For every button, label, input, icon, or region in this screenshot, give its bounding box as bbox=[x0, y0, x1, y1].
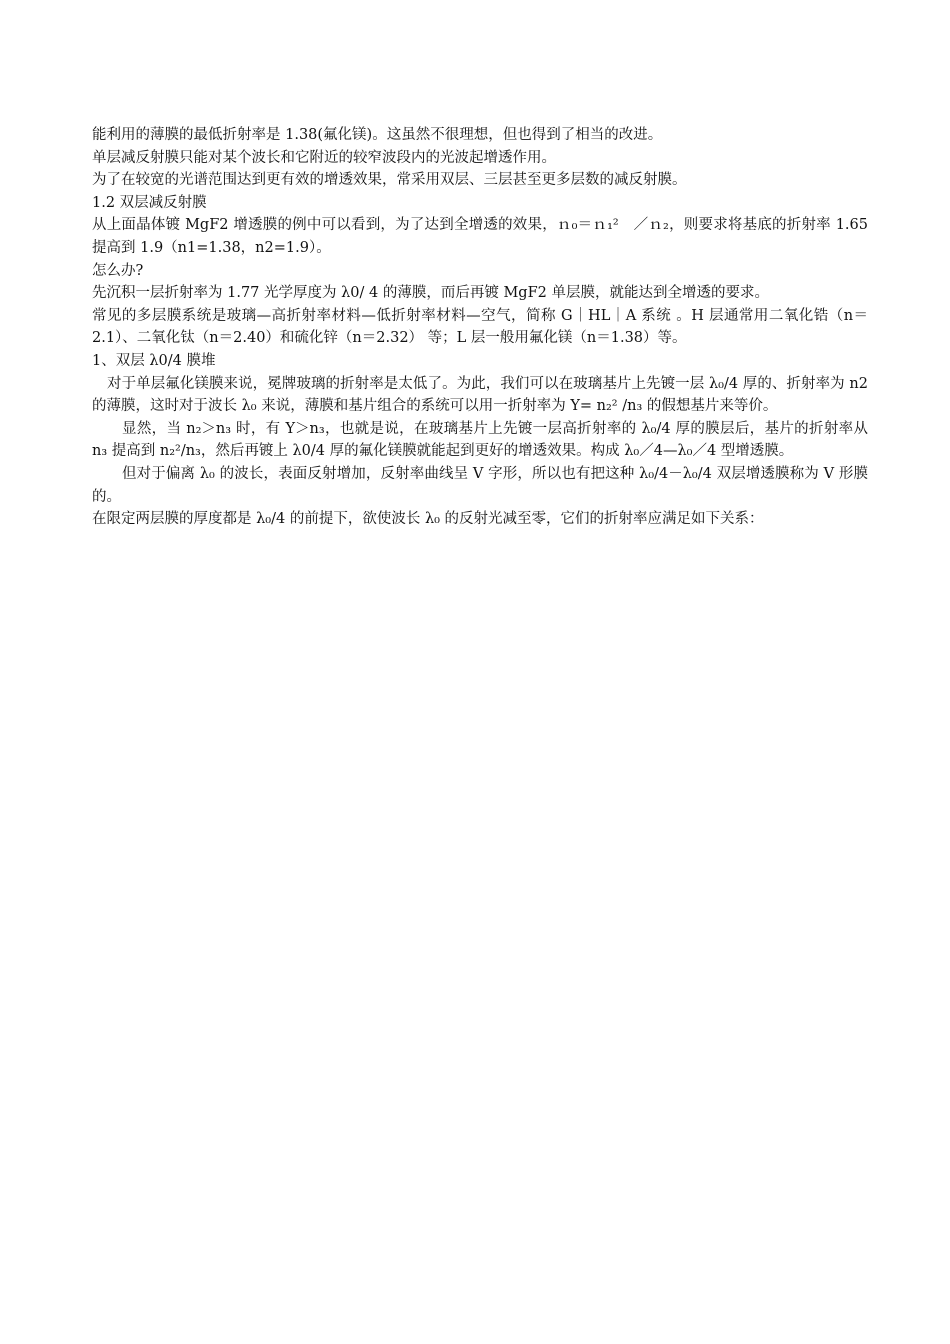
text-line-condition: 在限定两层膜的厚度都是 λ₀/4 的前提下，欲使波长 λ₀ 的反射光减至零，它们的折射率应满足如下关系： bbox=[92, 511, 764, 528]
paragraph-v-film: 但对于偏离 λ₀ 的波长，表面反射增加，反射率曲线呈 V 字形，所以也有把这种 λ₀/4－λ₀/4 双层增透膜称为 V 形膜的。 bbox=[92, 465, 868, 505]
subsection-heading-stack: 1、双层 λ0/4 膜堆 bbox=[92, 352, 216, 369]
text-line-mgf2-intro: 能利用的薄膜的最低折射率是 1.38(氟化镁)。这虽然不很理想，但也得到了相当的改进。 bbox=[92, 127, 663, 143]
document-body bbox=[92, 124, 868, 1131]
paragraph-obviously: 显然，当 n₂＞n₃ 时，有 Y＞n₃，也就是说，在玻璃基片上先镀一层高折射率的 λ₀/4 厚的膜层后，基片的折射率从 n₃ 提高到 n₂²/n₃，然后再镀上 λ0/4 厚的氟化镁膜就能起到更好的增透效果。构成 λ₀／4—λ₀／4 型增透膜。 bbox=[92, 420, 868, 460]
paragraph-single-mgf2: 对于单层氟化镁膜来说，冕牌玻璃的折射率是太低了。为此，我们可以在玻璃基片上先镀一层 λ₀/4 厚的、折射率为 n2 的薄膜，这时对于波长 λ₀ 来说，薄膜和基片组合的系统可以用一折射率为 Y= n₂² /n₃ 的假想基片来等价。 bbox=[92, 375, 868, 415]
text-line-multilayer: 为了在较宽的光谱范围达到更有效的增透效果，常采用双层、三层甚至更多层数的减反射膜。 bbox=[92, 172, 687, 189]
text-line-question: 怎么办? bbox=[92, 262, 144, 279]
blank-page-area bbox=[92, 531, 868, 1131]
paragraph-multilayer-system: 常见的多层膜系统是玻璃—高折射率材料—低折射率材料—空气，简称 G｜HL｜A 系统 。H 层通常用二氧化锆（n＝2.1）、二氧化钛（n＝2.40）和硫化锌（n＝2.32） 等；L 层一般用氟化镁（n＝1.38）等。 bbox=[92, 307, 868, 347]
paragraph-mgf2-example: 从上面晶体镀 MgF2 增透膜的例中可以看到，为了达到全增透的效果，ｎ₀＝ｎ₁² ／ｎ₂，则要求将基底的折射率 1.65 提高到 1.9（n1=1.38，n2=1.9）。 bbox=[92, 217, 868, 256]
text-line-single-layer: 单层减反射膜只能对某个波长和它附近的较窄波段内的光波起增透作用。 bbox=[92, 149, 556, 166]
text-line-deposition: 先沉积一层折射率为 1.77 光学厚度为 λ0/ 4 的薄膜，而后再镀 MgF2 单层膜，就能达到全增透的要求。 bbox=[92, 285, 769, 302]
section-heading-double-layer: 1.2 双层减反射膜 bbox=[92, 194, 207, 211]
